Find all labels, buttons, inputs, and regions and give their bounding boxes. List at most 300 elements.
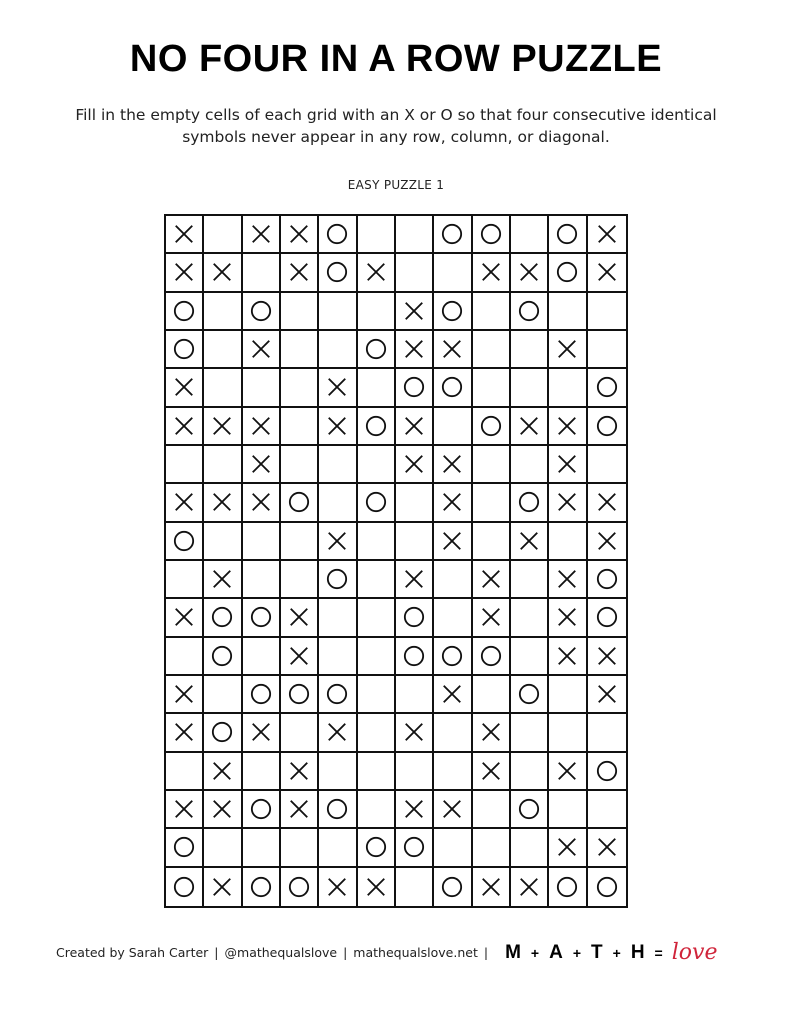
o-mark-icon <box>596 568 618 590</box>
o-mark-icon <box>480 415 502 437</box>
grid-cell-empty[interactable] <box>511 331 549 369</box>
x-mark-icon <box>518 876 540 898</box>
grid-cell-filled <box>434 331 472 369</box>
x-mark-icon <box>480 876 502 898</box>
x-mark-icon <box>211 415 233 437</box>
x-mark-icon <box>288 760 310 782</box>
o-mark-icon <box>326 798 348 820</box>
x-mark-icon <box>326 530 348 552</box>
o-mark-icon <box>250 876 272 898</box>
x-mark-icon <box>403 300 425 322</box>
o-mark-icon <box>596 606 618 628</box>
x-mark-icon <box>288 645 310 667</box>
x-mark-icon <box>441 491 463 513</box>
o-mark-icon <box>596 415 618 437</box>
x-mark-icon <box>403 721 425 743</box>
grid-cell-empty[interactable] <box>396 484 434 522</box>
x-mark-icon <box>326 721 348 743</box>
grid-cell-empty[interactable] <box>511 446 549 484</box>
grid-cell-empty[interactable] <box>549 369 587 407</box>
o-mark-icon <box>518 798 540 820</box>
grid-cell-filled <box>396 561 434 599</box>
puzzle-subtitle: EASY PUZZLE 1 <box>347 178 445 192</box>
grid-cell-empty[interactable] <box>166 753 204 791</box>
grid-cell-filled <box>319 254 357 292</box>
x-mark-icon <box>596 836 618 858</box>
o-mark-icon <box>326 683 348 705</box>
grid-cell-empty[interactable] <box>281 446 319 484</box>
o-mark-icon <box>250 798 272 820</box>
grid-cell-empty[interactable] <box>358 638 396 676</box>
grid-cell-filled <box>281 791 319 829</box>
grid-cell-empty[interactable] <box>243 369 281 407</box>
grid-cell-empty[interactable] <box>473 791 511 829</box>
o-mark-icon <box>326 261 348 283</box>
grid-cell-empty[interactable] <box>549 523 587 561</box>
grid-cell-empty[interactable] <box>434 561 472 599</box>
x-mark-icon <box>288 261 310 283</box>
grid-cell-filled <box>588 868 626 906</box>
grid-cell-filled <box>434 369 472 407</box>
grid-cell-empty[interactable] <box>358 599 396 637</box>
grid-cell-empty[interactable] <box>319 293 357 331</box>
grid-cell-empty[interactable] <box>473 369 511 407</box>
x-mark-icon <box>250 415 272 437</box>
grid-cell-empty[interactable] <box>434 254 472 292</box>
x-mark-icon <box>441 683 463 705</box>
grid-cell-filled <box>319 216 357 254</box>
grid-cell-empty[interactable] <box>204 369 242 407</box>
logo-letter-m: M <box>505 941 521 963</box>
grid-cell-filled <box>549 446 587 484</box>
grid-cell-empty[interactable] <box>243 829 281 867</box>
o-mark-icon <box>211 645 233 667</box>
o-mark-icon <box>596 376 618 398</box>
grid-cell-filled <box>319 714 357 752</box>
grid-cell-filled <box>549 868 587 906</box>
grid-cell-filled <box>473 561 511 599</box>
math-equals-love-logo <box>500 940 722 965</box>
grid-cell-empty[interactable] <box>281 331 319 369</box>
grid-cell-filled <box>243 714 281 752</box>
x-mark-icon <box>441 530 463 552</box>
x-mark-icon <box>211 261 233 283</box>
grid-cell-filled <box>243 331 281 369</box>
o-mark-icon <box>441 300 463 322</box>
grid-cell-filled <box>166 791 204 829</box>
grid-cell-empty[interactable] <box>358 523 396 561</box>
x-mark-icon <box>403 415 425 437</box>
grid-cell-filled <box>243 446 281 484</box>
o-mark-icon <box>518 300 540 322</box>
grid-cell-filled <box>281 254 319 292</box>
grid-cell-empty[interactable] <box>473 523 511 561</box>
grid-cell-empty[interactable] <box>281 829 319 867</box>
grid-cell-filled <box>588 676 626 714</box>
grid-cell-empty[interactable] <box>166 446 204 484</box>
grid-cell-filled <box>243 484 281 522</box>
grid-cell-empty[interactable] <box>358 676 396 714</box>
grid-cell-empty[interactable] <box>588 293 626 331</box>
page-title: NO FOUR IN A ROW PUZZLE <box>129 38 663 80</box>
grid-cell-filled <box>243 599 281 637</box>
x-mark-icon <box>326 376 348 398</box>
grid-cell-empty[interactable] <box>511 638 549 676</box>
x-mark-icon <box>596 645 618 667</box>
x-mark-icon <box>596 530 618 552</box>
grid-cell-empty[interactable] <box>204 523 242 561</box>
o-mark-icon <box>288 491 310 513</box>
footer-separator: | <box>343 945 348 960</box>
puzzle-grid <box>164 214 628 908</box>
o-mark-icon <box>250 683 272 705</box>
grid-cell-empty[interactable] <box>204 331 242 369</box>
grid-cell-filled <box>549 829 587 867</box>
grid-cell-empty[interactable] <box>473 829 511 867</box>
footer-website: mathequalslove.net <box>353 945 478 960</box>
o-mark-icon <box>326 568 348 590</box>
x-mark-icon <box>173 606 195 628</box>
grid-cell-filled <box>204 868 242 906</box>
grid-cell-empty[interactable] <box>358 293 396 331</box>
footer-credit: Created by Sarah Carter <box>56 945 209 960</box>
x-mark-icon <box>480 261 502 283</box>
grid-cell-empty[interactable] <box>588 331 626 369</box>
grid-cell-empty[interactable] <box>588 791 626 829</box>
grid-cell-filled <box>166 369 204 407</box>
grid-cell-empty[interactable] <box>358 561 396 599</box>
x-mark-icon <box>556 453 578 475</box>
grid-cell-empty[interactable] <box>434 829 472 867</box>
x-mark-icon <box>365 261 387 283</box>
grid-cell-filled <box>588 484 626 522</box>
x-mark-icon <box>518 530 540 552</box>
grid-cell-filled <box>319 676 357 714</box>
grid-cell-empty[interactable] <box>358 753 396 791</box>
grid-cell-empty[interactable] <box>396 523 434 561</box>
grid-cell-empty[interactable] <box>511 753 549 791</box>
grid-cell-empty[interactable] <box>204 216 242 254</box>
grid-cell-filled <box>319 561 357 599</box>
x-mark-icon <box>326 876 348 898</box>
grid-cell-empty[interactable] <box>396 868 434 906</box>
grid-cell-filled <box>166 254 204 292</box>
grid-cell-filled <box>473 599 511 637</box>
grid-cell-filled <box>358 331 396 369</box>
grid-cell-filled <box>166 523 204 561</box>
grid-cell-filled <box>549 599 587 637</box>
x-mark-icon <box>480 721 502 743</box>
grid-cell-empty[interactable] <box>473 331 511 369</box>
grid-cell-empty[interactable] <box>281 293 319 331</box>
x-mark-icon <box>173 491 195 513</box>
grid-cell-filled <box>319 523 357 561</box>
grid-cell-filled <box>434 293 472 331</box>
grid-cell-filled <box>281 753 319 791</box>
grid-cell-empty[interactable] <box>549 714 587 752</box>
grid-cell-empty[interactable] <box>434 753 472 791</box>
grid-cell-empty[interactable] <box>358 791 396 829</box>
o-mark-icon <box>480 645 502 667</box>
x-mark-icon <box>250 721 272 743</box>
grid-cell-filled <box>319 408 357 446</box>
o-mark-icon <box>211 721 233 743</box>
grid-cell-filled <box>473 216 511 254</box>
x-mark-icon <box>556 568 578 590</box>
grid-cell-filled <box>358 254 396 292</box>
grid-cell-filled <box>396 791 434 829</box>
grid-cell-empty[interactable] <box>358 714 396 752</box>
o-mark-icon <box>326 223 348 245</box>
grid-cell-filled <box>396 331 434 369</box>
grid-cell-empty[interactable] <box>473 484 511 522</box>
o-mark-icon <box>365 491 387 513</box>
grid-cell-empty[interactable] <box>281 714 319 752</box>
grid-cell-empty[interactable] <box>204 676 242 714</box>
grid-cell-empty[interactable] <box>319 753 357 791</box>
grid-cell-empty[interactable] <box>511 369 549 407</box>
grid-cell-filled <box>319 868 357 906</box>
grid-cell-empty[interactable] <box>588 446 626 484</box>
o-mark-icon <box>403 606 425 628</box>
grid-cell-empty[interactable] <box>473 293 511 331</box>
o-mark-icon <box>441 645 463 667</box>
grid-cell-filled <box>511 791 549 829</box>
x-mark-icon <box>556 606 578 628</box>
o-mark-icon <box>211 606 233 628</box>
grid-cell-filled <box>396 599 434 637</box>
o-mark-icon <box>556 223 578 245</box>
o-mark-icon <box>441 876 463 898</box>
footer-separator: | <box>483 945 489 960</box>
grid-cell-filled <box>549 216 587 254</box>
grid-cell-filled <box>204 484 242 522</box>
grid-cell-empty[interactable] <box>243 523 281 561</box>
grid-cell-filled <box>396 446 434 484</box>
x-mark-icon <box>596 261 618 283</box>
x-mark-icon <box>556 760 578 782</box>
footer <box>56 940 756 965</box>
logo-love-word: love <box>671 940 718 965</box>
x-mark-icon <box>441 338 463 360</box>
grid-cell-filled <box>549 484 587 522</box>
grid-cell-filled <box>549 638 587 676</box>
grid-cell-empty[interactable] <box>319 331 357 369</box>
x-mark-icon <box>556 645 578 667</box>
o-mark-icon <box>173 876 195 898</box>
o-mark-icon <box>365 338 387 360</box>
grid-cell-filled <box>204 753 242 791</box>
grid-cell-empty[interactable] <box>396 254 434 292</box>
grid-cell-filled <box>511 484 549 522</box>
grid-cell-filled <box>473 753 511 791</box>
grid-cell-filled <box>549 331 587 369</box>
grid-cell-empty[interactable] <box>549 293 587 331</box>
grid-cell-filled <box>473 638 511 676</box>
grid-cell-empty[interactable] <box>166 561 204 599</box>
o-mark-icon <box>288 876 310 898</box>
x-mark-icon <box>365 876 387 898</box>
grid-cell-empty[interactable] <box>281 561 319 599</box>
grid-cell-filled <box>434 638 472 676</box>
grid-cell-empty[interactable] <box>319 446 357 484</box>
footer-handle: @mathequalslove <box>224 945 338 960</box>
x-mark-icon <box>480 606 502 628</box>
grid-cell-filled <box>588 638 626 676</box>
o-mark-icon <box>556 876 578 898</box>
grid-cell-filled <box>434 484 472 522</box>
grid-cell-filled <box>281 216 319 254</box>
footer-separator: | <box>214 945 219 960</box>
grid-cell-filled <box>281 676 319 714</box>
grid-cell-empty[interactable] <box>473 676 511 714</box>
o-mark-icon <box>288 683 310 705</box>
grid-cell-empty[interactable] <box>511 714 549 752</box>
grid-cell-empty[interactable] <box>281 523 319 561</box>
grid-cell-empty[interactable] <box>358 216 396 254</box>
grid-cell-filled <box>243 408 281 446</box>
logo-letter-t: T <box>591 941 603 963</box>
grid-cell-empty[interactable] <box>281 369 319 407</box>
grid-cell-empty[interactable] <box>204 829 242 867</box>
x-mark-icon <box>596 223 618 245</box>
grid-cell-filled <box>204 638 242 676</box>
x-mark-icon <box>250 223 272 245</box>
grid-cell-filled <box>434 446 472 484</box>
grid-cell-filled <box>166 714 204 752</box>
x-mark-icon <box>211 568 233 590</box>
grid-cell-empty[interactable] <box>396 676 434 714</box>
grid-cell-filled <box>166 868 204 906</box>
grid-cell-empty[interactable] <box>243 254 281 292</box>
grid-cell-empty[interactable] <box>319 829 357 867</box>
grid-cell-empty[interactable] <box>473 446 511 484</box>
grid-cell-empty[interactable] <box>511 216 549 254</box>
o-mark-icon <box>518 683 540 705</box>
x-mark-icon <box>403 338 425 360</box>
grid-cell-filled <box>204 254 242 292</box>
grid-cell-filled <box>434 523 472 561</box>
grid-cell-empty[interactable] <box>434 599 472 637</box>
grid-cell-filled <box>396 829 434 867</box>
grid-cell-filled <box>358 484 396 522</box>
grid-cell-empty[interactable] <box>358 369 396 407</box>
o-mark-icon <box>173 338 195 360</box>
grid-cell-filled <box>511 676 549 714</box>
grid-cell-empty[interactable] <box>319 599 357 637</box>
o-mark-icon <box>441 376 463 398</box>
x-mark-icon <box>556 836 578 858</box>
x-mark-icon <box>173 798 195 820</box>
grid-cell-empty[interactable] <box>549 676 587 714</box>
grid-cell-filled <box>166 408 204 446</box>
grid-cell-filled <box>549 408 587 446</box>
grid-cell-filled <box>166 293 204 331</box>
grid-cell-filled <box>511 408 549 446</box>
grid-cell-filled <box>243 216 281 254</box>
x-mark-icon <box>173 261 195 283</box>
grid-cell-empty[interactable] <box>166 638 204 676</box>
grid-cell-empty[interactable] <box>511 599 549 637</box>
grid-cell-empty[interactable] <box>204 293 242 331</box>
x-mark-icon <box>326 415 348 437</box>
grid-cell-filled <box>204 714 242 752</box>
grid-cell-empty[interactable] <box>281 408 319 446</box>
grid-cell-filled <box>588 216 626 254</box>
x-mark-icon <box>211 491 233 513</box>
grid-cell-filled <box>166 676 204 714</box>
x-mark-icon <box>173 376 195 398</box>
grid-cell-filled <box>588 599 626 637</box>
grid-cell-filled <box>358 868 396 906</box>
grid-cell-filled <box>319 369 357 407</box>
x-mark-icon <box>250 453 272 475</box>
grid-cell-empty[interactable] <box>549 791 587 829</box>
o-mark-icon <box>365 836 387 858</box>
grid-cell-filled <box>588 408 626 446</box>
logo-letter-h: H <box>630 941 645 963</box>
grid-cell-empty[interactable] <box>243 638 281 676</box>
o-mark-icon <box>403 645 425 667</box>
x-mark-icon <box>288 223 310 245</box>
logo-plus: + <box>530 944 540 961</box>
grid-cell-empty[interactable] <box>511 829 549 867</box>
x-mark-icon <box>211 876 233 898</box>
o-mark-icon <box>173 836 195 858</box>
x-mark-icon <box>556 491 578 513</box>
o-mark-icon <box>403 836 425 858</box>
grid-cell-filled <box>166 829 204 867</box>
grid-cell-empty[interactable] <box>243 561 281 599</box>
grid-cell-filled <box>166 216 204 254</box>
x-mark-icon <box>250 491 272 513</box>
grid-cell-empty[interactable] <box>396 753 434 791</box>
grid-cell-filled <box>396 408 434 446</box>
instructions-text: Fill in the empty cells of each grid with an X or O so that four consecutive identical symbols never appear in any row, column, or diagonal. <box>75 106 717 146</box>
grid-cell-filled <box>434 676 472 714</box>
grid-cell-filled <box>473 408 511 446</box>
grid-cell-filled <box>319 791 357 829</box>
grid-cell-filled <box>166 484 204 522</box>
grid-cell-empty[interactable] <box>396 216 434 254</box>
grid-cell-empty[interactable] <box>319 484 357 522</box>
x-mark-icon <box>441 798 463 820</box>
x-mark-icon <box>596 683 618 705</box>
grid-cell-filled <box>358 408 396 446</box>
grid-cell-empty[interactable] <box>204 446 242 484</box>
grid-cell-filled <box>434 868 472 906</box>
grid-cell-empty[interactable] <box>511 561 549 599</box>
grid-cell-filled <box>204 599 242 637</box>
logo-plus: + <box>572 944 582 961</box>
grid-cell-filled <box>588 561 626 599</box>
grid-cell-filled <box>166 331 204 369</box>
grid-cell-filled <box>473 254 511 292</box>
grid-cell-filled <box>243 676 281 714</box>
grid-cell-filled <box>204 408 242 446</box>
logo-plus: + <box>612 944 621 961</box>
x-mark-icon <box>173 223 195 245</box>
grid-cell-empty[interactable] <box>588 714 626 752</box>
grid-cell-empty[interactable] <box>319 638 357 676</box>
grid-cell-empty[interactable] <box>434 408 472 446</box>
logo-letter-a: A <box>549 941 563 963</box>
grid-cell-empty[interactable] <box>434 714 472 752</box>
o-mark-icon <box>250 606 272 628</box>
grid-cell-filled <box>243 868 281 906</box>
grid-cell-empty[interactable] <box>358 446 396 484</box>
grid-cell-empty[interactable] <box>243 753 281 791</box>
